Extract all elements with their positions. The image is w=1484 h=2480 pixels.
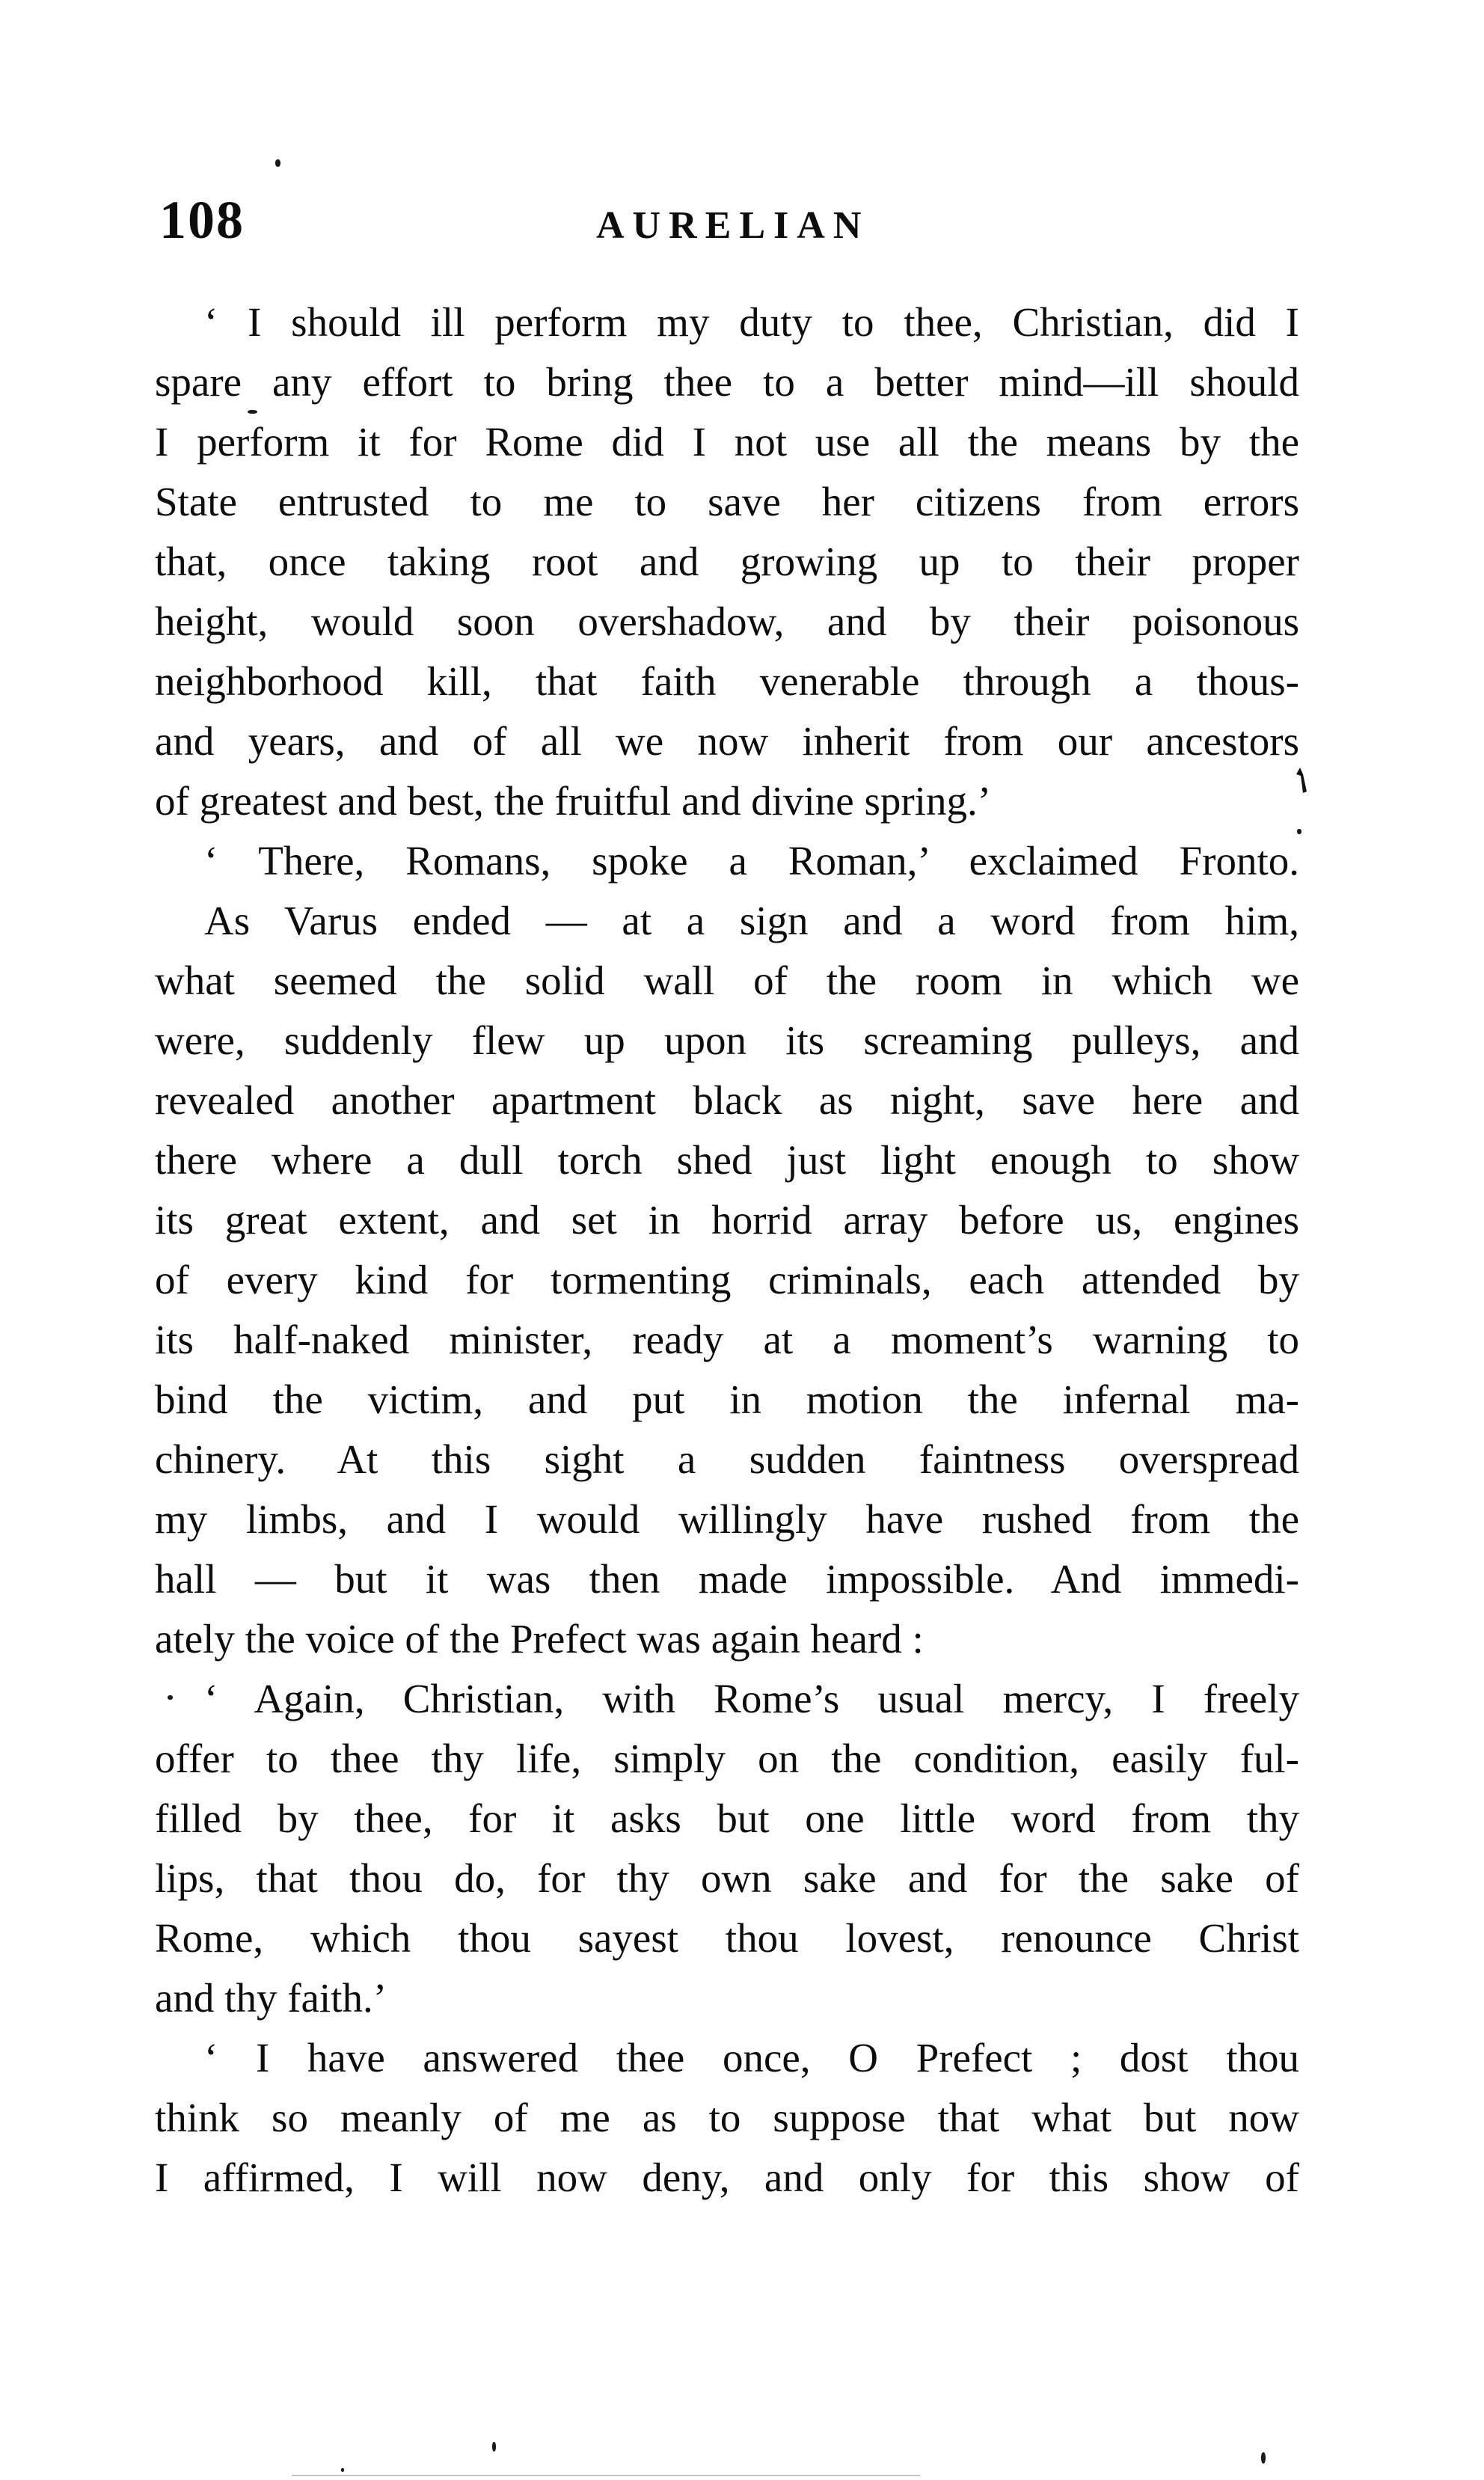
text-line: chinery. At this sight a sudden faintness overspread xyxy=(155,1436,1299,1482)
text-line: hall — but it was then made impossible. And immedi- xyxy=(155,1556,1299,1602)
text-line: bind the victim, and put in motion the infernal ma- xyxy=(155,1377,1299,1422)
text-line: neighborhood kill, that faith venerable through a thous- xyxy=(155,658,1299,704)
text-line: lips, that thou do, for thy own sake and for the sake of xyxy=(155,1855,1299,1901)
ink-speck xyxy=(248,410,257,414)
text-line: height, would soon overshadow, and by their poisonous xyxy=(155,598,1299,644)
page-number: 108 xyxy=(159,190,245,250)
page-text xyxy=(155,293,1299,2208)
ink-speck xyxy=(1297,829,1301,834)
ink-speck xyxy=(168,1695,173,1700)
ink-speck xyxy=(492,2442,496,2452)
text-line: ‘ There, Romans, spoke a Roman,’ exclaimed Fronto. xyxy=(204,838,1299,884)
text-line: of every kind for tormenting criminals, each attended by xyxy=(155,1257,1299,1302)
pen-tick-mark xyxy=(1291,768,1309,794)
text-line: there where a dull torch shed just light enough to show xyxy=(155,1137,1299,1183)
text-line: offer to thee thy life, simply on the condition, easily ful- xyxy=(155,1736,1299,1781)
ink-speck xyxy=(275,159,280,167)
text-line: I perform it for Rome did I not use all the means by the xyxy=(155,419,1299,465)
scan-edge-shadow xyxy=(292,2475,920,2476)
text-line: ‘ I have answered thee once, O Prefect ; dost thou xyxy=(204,2035,1299,2081)
text-line: think so meanly of me as to suppose that what but now xyxy=(155,2095,1299,2140)
ink-speck xyxy=(1261,2452,1266,2464)
text-line: its half-naked minister, ready at a moment’s warning to xyxy=(155,1317,1299,1362)
text-line: of greatest and best, the fruitful and divine spring.’ xyxy=(155,778,992,824)
text-line: I affirmed, I will now deny, and only for this show of xyxy=(155,2155,1299,2200)
text-line: ‘ I should ill perform my duty to thee, Christian, did I xyxy=(204,299,1299,345)
text-line: State entrusted to me to save her citizens from errors xyxy=(155,479,1299,524)
text-line: spare any effort to bring thee to a better mind—ill should xyxy=(155,359,1299,405)
text-line: As Varus ended — at a sign and a word from him, xyxy=(204,898,1299,943)
text-line: its great extent, and set in horrid array before us, engines xyxy=(155,1197,1299,1243)
text-line: revealed another apartment black as night, save here and xyxy=(155,1077,1299,1123)
ink-speck xyxy=(341,2468,344,2472)
text-line: ately the voice of the Prefect was again heard : xyxy=(155,1616,924,1662)
text-line: my limbs, and I would willingly have rushed from the xyxy=(155,1496,1299,1542)
text-line: and thy faith.’ xyxy=(155,1975,387,2021)
text-line: filled by thee, for it asks but one little word from thy xyxy=(155,1795,1299,1841)
text-line: what seemed the solid wall of the room in which we xyxy=(155,958,1299,1003)
running-head: AURELIAN xyxy=(596,204,870,247)
text-line: ‘ Again, Christian, with Rome’s usual mercy, I freely xyxy=(204,1676,1299,1721)
text-line: Rome, which thou sayest thou lovest, renounce Christ xyxy=(155,1915,1299,1961)
text-line: were, suddenly flew up upon its screaming pulleys, and xyxy=(155,1017,1299,1063)
text-line: and years, and of all we now inherit from our ancestors xyxy=(155,718,1299,764)
text-line: that, once taking root and growing up to their proper xyxy=(155,539,1299,584)
